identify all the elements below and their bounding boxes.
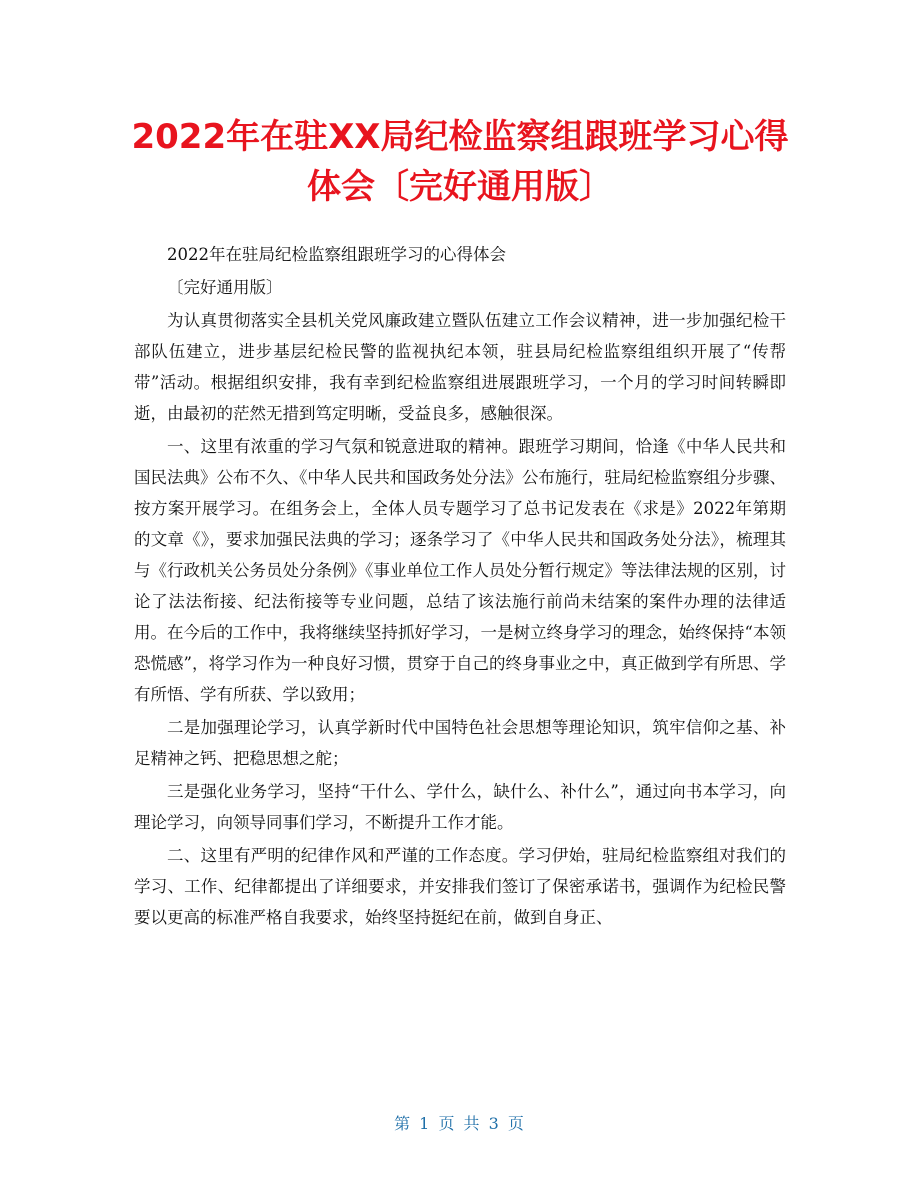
document-body [134, 239, 786, 935]
paragraph-section-one: 一、这里有浓重的学习气氛和锐意进取的精神。跟班学习期间，恰逢《中华人民共和国民法典》公布不久、《中华人民共和国政务处分法》公布施行，驻局纪检监察组分步骤、按方案开展学习。在组务会上，全体人员专题学习了总书记发表在《求是》2022年第期的文章《》，要求加强民法典的学习；逐条学习了《中华人民共和国政务处分法》，梳理其与《行政机关公务员处分条例》《事业单位工作人员处分暂行规定》等法律法规的区别，讨论了法法衔接、纪法衔接等专业问题，总结了该法施行前尚未结案的案件办理的法律适用。在今后的工作中，我将继续坚持抓好学习，一是树立终身学习的理念，始终保持“本领恐慌感”，将学习作为一种良好习惯，贯穿于自己的终身事业之中，真正做到学有所思、学有所悟、学有所获、学以致用； [134, 437, 786, 704]
version-line: 〔完好通用版〕 [167, 278, 283, 297]
subtitle-line: 2022年在驻局纪检监察组跟班学习的心得体会 [167, 245, 506, 264]
paragraph-point-two: 二是加强理论学习，认真学新时代中国特色社会思想等理论知识，筑牢信仰之基、补足精神之钙、把稳思想之舵； [134, 718, 786, 768]
paragraph-intro: 为认真贯彻落实全县机关党风廉政建立暨队伍建立工作会议精神，进一步加强纪检干部队伍建立，进步基层纪检民警的监视执纪本领，驻县局纪检监察组组织开展了“传帮带”活动。根据组织安排，我有幸到纪检监察组进展跟班学习，一个月的学习时间转瞬即逝，由最初的茫然无措到笃定明晰，受益良多，感触很深。 [134, 311, 786, 423]
paragraph-section-two: 二、这里有严明的纪律作风和严谨的工作态度。学习伊始，驻局纪检监察组对我们的学习、工作、纪律都提出了详细要求，并安排我们签订了保密承诺书，强调作为纪检民警要以更高的标准严格自我要求，始终坚持挺纪在前，做到自身正、 [134, 846, 786, 927]
page-number-footer: 第 1 页 共 3 页 [394, 1114, 526, 1133]
document-title: 2022年在驻XX局纪检监察组跟班学习心得体会〔完好通用版〕 [131, 117, 789, 207]
paragraph-point-three: 三是强化业务学习，坚持“干什么、学什么，缺什么、补什么”，通过向书本学习，向理论学习，向领导同事们学习，不断提升工作才能。 [134, 782, 786, 832]
